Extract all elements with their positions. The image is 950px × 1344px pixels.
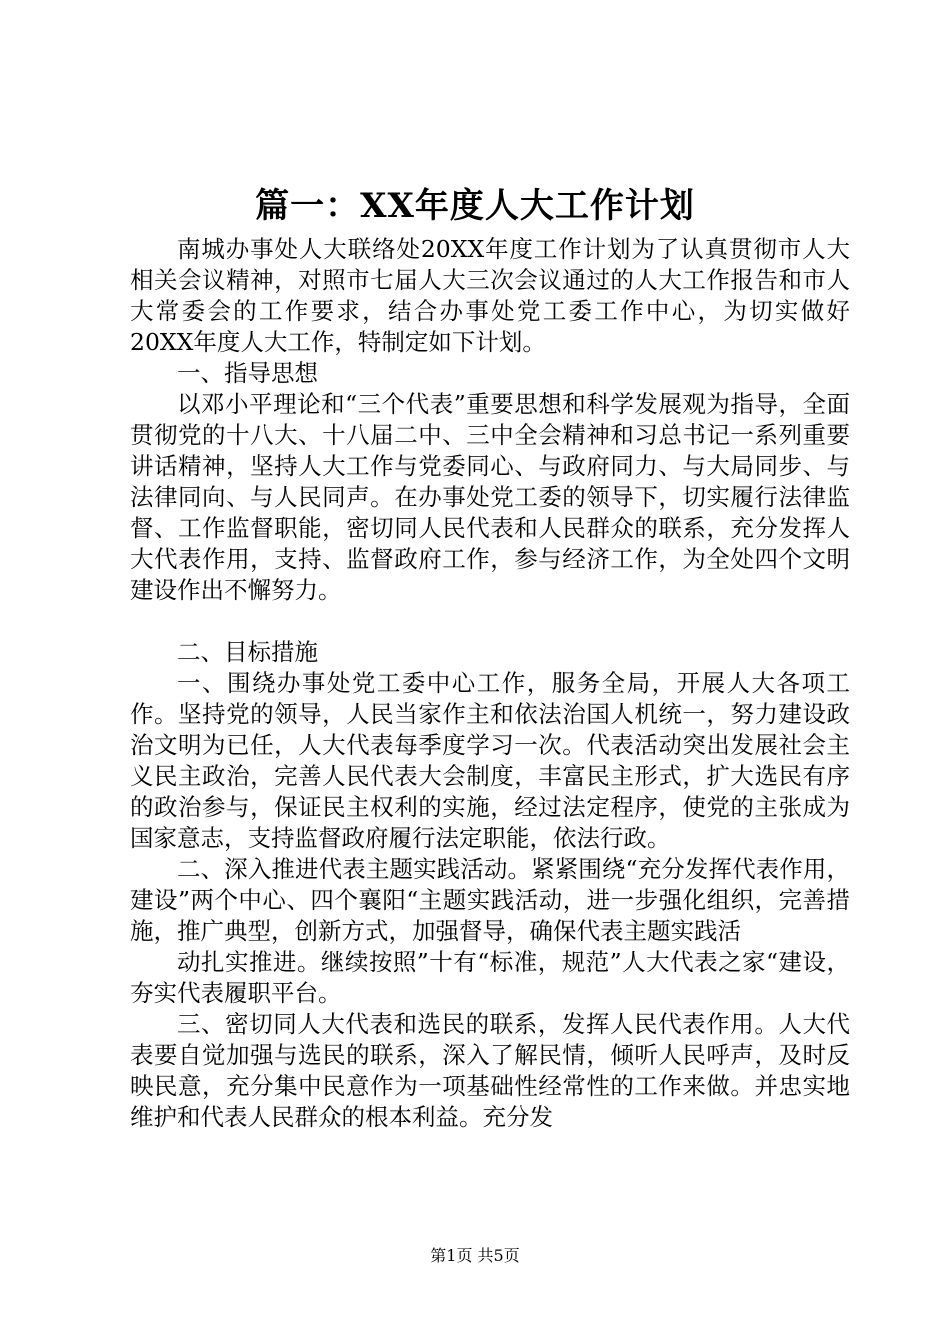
measure-paragraph-2-continued: 动扎实推进。继续按照”十有“标准，规范”人大代表之家“建设，夯实代表履职平台。	[130, 948, 850, 1007]
section-heading-goals-measures: 二、目标措施	[177, 638, 318, 666]
intro-paragraph: 南城办事处人大联络处20XX年度工作计划为了认真贯彻市人大相关会议精神，对照市七届人大三次会议通过的人大工作报告和市人大常委会的工作要求，结合办事处党工委工作中心，为切实做好20XX年度人大工作，特制定如下计划。	[130, 235, 850, 356]
measure-paragraph-3: 三、密切同人大代表和选民的联系，发挥人民代表作用。人大代表要自觉加强与选民的联系，深入了解民情，倾听人民呼声，及时反映民意，充分集中民意作为一项基础性经常性的工作来做。并忠实地维护和代表人民群众的根本利益。充分发	[130, 1010, 850, 1131]
measure-paragraph-1: 一、围绕办事处党工委中心工作，服务全局，开展人大各项工作。坚持党的领导，人民当家作主和依法治国人机统一，努力建设政治文明为已任，人大代表每季度学习一次。代表活动突出发展社会主义民主政治，完善人民代表大会制度，丰富民主形式，扩大选民有序的政治参与，保证民主权利的实施，经过法定程序，使党的主张成为国家意志，支持监督政府履行法定职能，依法行政。	[130, 669, 850, 852]
guiding-ideology-paragraph: 以邓小平理论和“三个代表”重要思想和科学发展观为指导，全面贯彻党的十八大、十八届二中、三中全会精神和习总书记一系列重要讲话精神，坚持人大工作与党委同心、与政府同力、与大局同步、与法律同向、与人民同声。在办事处党工委的领导下，切实履行法律监督、工作监督职能，密切同人民代表和人民群众的联系，充分发挥人大代表作用，支持、监督政府工作，参与经济工作，为全处四个文明建设作出不懈努力。	[130, 390, 850, 604]
section-heading-guiding-ideology: 一、指导思想	[177, 359, 318, 387]
page-number-footer: 第1页 共5页	[430, 1246, 520, 1265]
document-title: 篇一：XX年度人大工作计划	[255, 186, 695, 226]
measure-paragraph-2: 二、深入推进代表主题实践活动。紧紧围绕“充分发挥代表作用，建设”两个中心、四个襄阳“主题实践活动，进一步强化组织，完善措施，推广典型，创新方式，加强督导，确保代表主题实践活	[130, 855, 850, 945]
document-body	[130, 234, 850, 1133]
